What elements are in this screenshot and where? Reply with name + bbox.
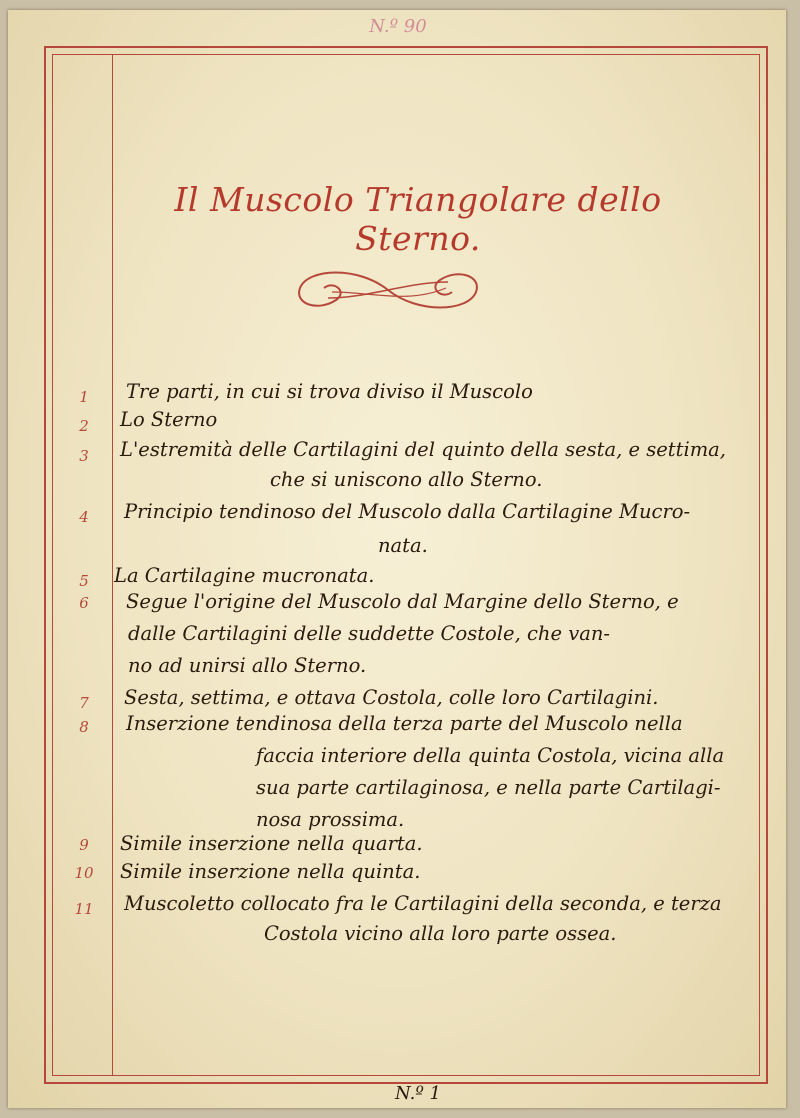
- folio-number: N.º 90: [369, 16, 427, 37]
- entry-number: 6: [79, 594, 89, 612]
- entry-text-line: L'estremità delle Cartilagini del quinto della sesta, e settima,: [120, 438, 727, 461]
- entry-text-line: Inserzione tendinosa della terza parte del Muscolo nella: [126, 712, 683, 735]
- entry-text-line: La Cartilagine mucronata.: [114, 564, 375, 587]
- page-title: Il Muscolo Triangolare dello Sterno.: [174, 180, 662, 258]
- entry-text-line: Simile inserzione nella quinta.: [120, 860, 421, 883]
- entry-number: 4: [79, 508, 89, 526]
- entry-text-line: dalle Cartilagini delle suddette Costole, che van-: [128, 622, 610, 645]
- entry-number: 3: [79, 447, 89, 465]
- entry-text-line: nosa prossima.: [256, 808, 405, 831]
- entry-number: 10: [74, 864, 94, 882]
- entry-text-line: sua parte cartilaginosa, e nella parte Cartilagi-: [256, 776, 721, 799]
- entry-text-line: Muscoletto collocato fra le Cartilagini della seconda, e terza: [124, 892, 722, 915]
- manuscript-page: [8, 10, 786, 1108]
- entry-text-line: faccia interiore della quinta Costola, vicina alla: [256, 744, 725, 767]
- entry-text-line: nata.: [378, 534, 428, 557]
- entry-text-line: Lo Sterno: [120, 408, 218, 431]
- entry-number: 1: [79, 388, 89, 406]
- entry-number: 8: [79, 718, 89, 736]
- entry-text-line: no ad unirsi allo Sterno.: [128, 654, 367, 677]
- entry-text-line: Simile inserzione nella quarta.: [120, 832, 423, 855]
- entry-text-line: che si uniscono allo Sterno.: [270, 468, 543, 491]
- entry-text-line: Segue l'origine del Muscolo dal Margine dello Sterno, e: [126, 590, 679, 613]
- bottom-mark: N.º 1: [395, 1083, 441, 1104]
- entry-number: 2: [79, 417, 89, 435]
- entry-number: 11: [74, 900, 94, 918]
- entry-number: 5: [79, 572, 89, 590]
- entry-number: 7: [79, 694, 89, 712]
- entry-text-line: Sesta, settima, e ottava Costola, colle loro Cartilagini.: [124, 686, 659, 709]
- entry-number: 9: [79, 836, 89, 854]
- entry-text-line: Costola vicino alla loro parte ossea.: [264, 922, 617, 945]
- entry-text-line: Principio tendinoso del Muscolo dalla Cartilagine Mucro-: [124, 500, 691, 523]
- calligraphic-flourish: [288, 262, 488, 318]
- entry-text-line: Tre parti, in cui si trova diviso il Muscolo: [126, 380, 533, 403]
